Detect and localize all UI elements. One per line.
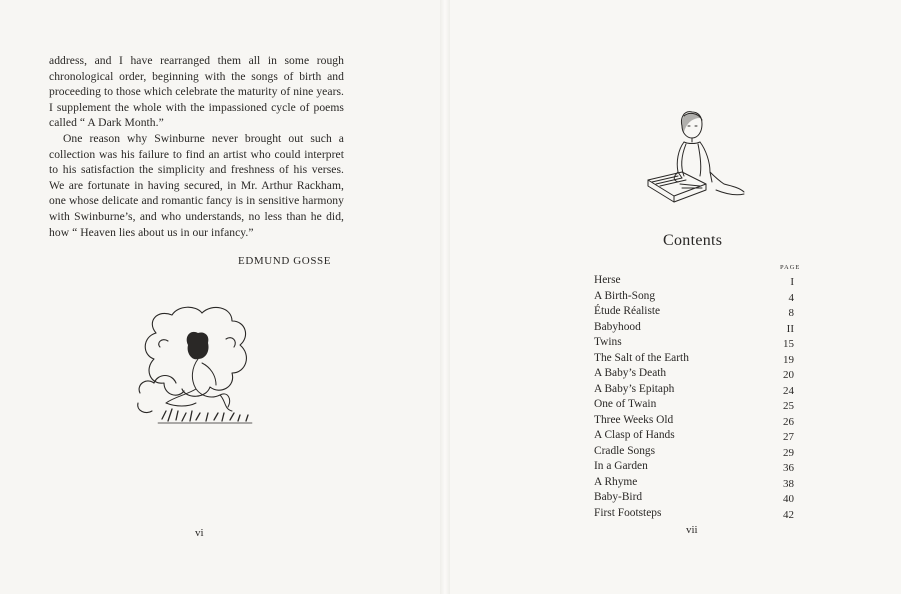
author-signature: EDMUND GOSSE xyxy=(238,255,332,267)
left-page xyxy=(0,0,440,594)
toc-entry[interactable] xyxy=(594,366,806,382)
child-on-cloud-illustration xyxy=(136,303,254,435)
table-of-contents xyxy=(594,273,806,521)
toc-entry-page: 27 xyxy=(783,431,794,443)
toc-entry[interactable] xyxy=(594,444,806,460)
toc-entry-title: A Baby’s Epitaph xyxy=(594,382,675,395)
toc-entry[interactable] xyxy=(594,397,806,413)
toc-entry[interactable] xyxy=(594,289,806,305)
toc-entry-page: 25 xyxy=(783,400,794,412)
toc-entry-title: Three Weeks Old xyxy=(594,413,674,426)
page-column-heading: PAGE xyxy=(780,264,801,271)
toc-entry-title: First Footsteps xyxy=(594,506,662,519)
toc-entry-title: A Clasp of Hands xyxy=(594,429,675,441)
toc-entry[interactable] xyxy=(594,413,806,429)
toc-entry[interactable] xyxy=(594,428,806,444)
toc-entry-page: 4 xyxy=(788,291,794,304)
toc-entry-title: Twins xyxy=(594,336,622,348)
preface-paragraph-2: One reason why Swinburne never brought out such a collection was his failure to find an artist who could interpret to his satisfaction the simplicity and freshness of his verses. We are fortunate in having secured, in Mr. Arthur Rackham, one whose delicate and romantic fancy is in sensitive harmony with Swinburne’s, and who understands, no less than he did, how “ Heaven lies about us in our infancy.” xyxy=(49,131,344,239)
toc-entry-title: Herse xyxy=(594,274,621,286)
contents-heading: Contents xyxy=(663,232,723,249)
toc-entry-page: 24 xyxy=(783,384,794,397)
toc-entry-title: Étude Réaliste xyxy=(594,305,661,317)
toc-entry-page: 38 xyxy=(783,477,794,490)
toc-entry-page: I xyxy=(790,276,794,288)
toc-entry-page: 42 xyxy=(783,508,794,521)
page-number-left: vi xyxy=(195,527,204,539)
toc-entry-title: Babyhood xyxy=(594,320,641,333)
toc-entry[interactable] xyxy=(594,351,806,367)
preface-paragraph-1: address, and I have rearranged them all in some rough chronological order, beginning with the songs of birth and proceeding to those which celebrate the maturity of nine years. I supplement the whole with the impassioned cycle of poems called “ A Dark Month.” xyxy=(49,54,344,130)
page-number-right: vii xyxy=(686,524,698,536)
toc-entry-page: 8 xyxy=(788,307,794,319)
preface-text xyxy=(49,53,344,240)
toc-entry[interactable] xyxy=(594,506,806,522)
toc-entry[interactable] xyxy=(594,475,806,491)
book-gutter xyxy=(440,0,450,594)
toc-entry-page: 29 xyxy=(783,446,794,459)
toc-entry-title: Baby-Bird xyxy=(594,491,643,503)
toc-entry-title: A Rhyme xyxy=(594,475,638,488)
toc-entry[interactable] xyxy=(594,304,806,320)
toc-entry-page: 15 xyxy=(783,338,794,350)
toc-entry-title: A Birth-Song xyxy=(594,289,656,302)
toc-entry[interactable] xyxy=(594,335,806,351)
toc-entry[interactable] xyxy=(594,320,806,336)
toc-entry-page: 20 xyxy=(783,369,794,381)
toc-entry-page: 19 xyxy=(783,353,794,366)
toc-entry-title: Cradle Songs xyxy=(594,444,656,457)
toc-entry[interactable] xyxy=(594,459,806,475)
toc-entry-page: II xyxy=(786,322,794,335)
toc-entry[interactable] xyxy=(594,382,806,398)
toc-entry[interactable] xyxy=(594,490,806,506)
toc-entry-title: The Salt of the Earth xyxy=(594,351,689,364)
toc-entry-title: One of Twain xyxy=(594,398,657,410)
toc-entry-title: In a Garden xyxy=(594,460,648,472)
child-reading-illustration xyxy=(640,108,750,212)
toc-entry-title: A Baby’s Death xyxy=(594,367,667,379)
toc-entry-page: 26 xyxy=(783,415,794,428)
toc-entry[interactable] xyxy=(594,273,806,289)
toc-entry-page: 40 xyxy=(783,493,794,505)
toc-entry-page: 36 xyxy=(783,462,794,474)
